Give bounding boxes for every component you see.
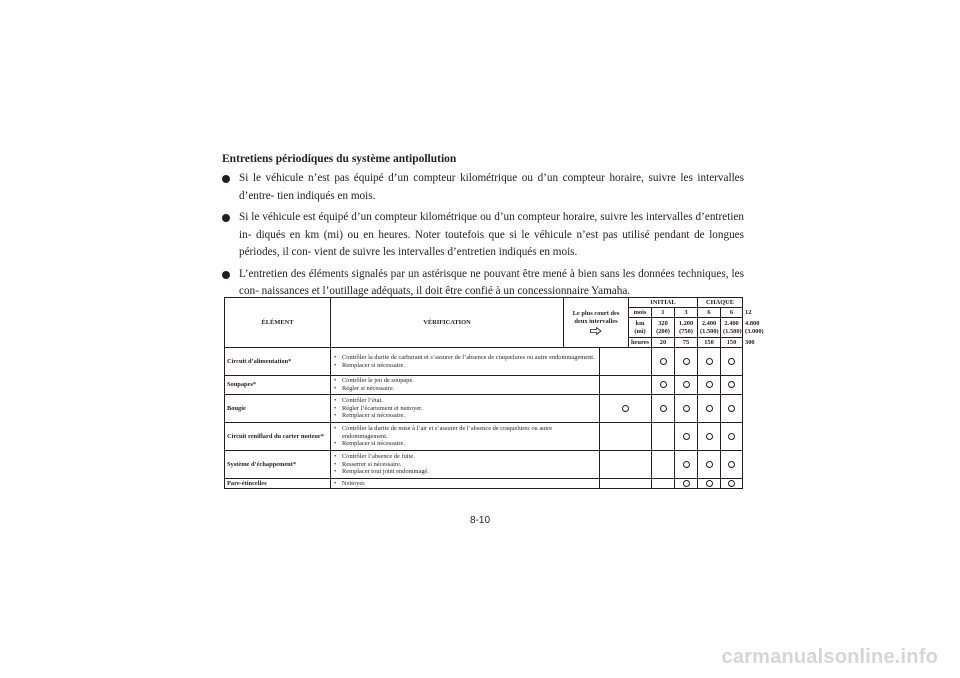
bullet-item <box>222 170 744 205</box>
bullet-dot-icon <box>222 214 230 222</box>
row-blank <box>600 479 652 489</box>
check-item: • Contrôler la durite de mise à l’air et s’assurer de l’absence de craquelures ou autre endommagement. <box>333 425 597 441</box>
mark-circle-icon <box>706 480 713 487</box>
table-row <box>225 395 743 423</box>
row-checks <box>331 395 600 423</box>
row-blank <box>600 423 652 451</box>
bullet-text: L’entretien des éléments signalés par un astérisque ne pouvant être mené à bien sans les données techniques, les con- naissances et l’outillage adéquats, il doit être confié à un concessionnaire Yamaha. <box>239 267 744 297</box>
bullet-dot-icon <box>222 271 230 279</box>
mark-cell <box>721 348 743 376</box>
mark-circle-icon <box>728 480 735 487</box>
mark-circle-icon <box>683 433 690 440</box>
interval-value: 150 <box>721 338 743 348</box>
mark-circle-icon <box>706 461 713 468</box>
interval-row-heures: heures 20 75 150 150 300 <box>225 338 743 348</box>
interval-unit: heures <box>629 338 652 348</box>
mark-circle-icon <box>683 480 690 487</box>
row-blank <box>600 348 652 376</box>
row-element: Système d’échappement* <box>225 451 331 479</box>
interval-value: 1.200 (750) <box>675 318 698 338</box>
interval-value: 3 <box>675 308 698 318</box>
header-chaque: CHAQUE <box>698 298 743 308</box>
mark-circle-icon <box>683 405 690 412</box>
header-initial: INITIAL <box>629 298 698 308</box>
row-blank <box>600 376 652 395</box>
check-item: • Contrôler l’état. <box>333 397 597 405</box>
mark-cell <box>721 451 743 479</box>
interval-unit: km (mi) <box>629 318 652 338</box>
mark-cell <box>721 376 743 395</box>
mark-circle-icon <box>660 381 667 388</box>
mark-circle-icon <box>706 381 713 388</box>
interval-value: 150 <box>698 338 721 348</box>
mark-cell <box>721 395 743 423</box>
mark-cell <box>721 423 743 451</box>
mark-circle-icon <box>728 381 735 388</box>
page-title: Entretiens périodiques du système antipollution <box>222 153 457 165</box>
mark-circle-icon <box>728 433 735 440</box>
mark-cell <box>675 451 698 479</box>
table-row <box>225 423 743 451</box>
bullet-item <box>222 209 744 262</box>
interval-value: 6 <box>721 308 743 318</box>
row-element: Soupapes* <box>225 376 331 395</box>
mark-cell <box>698 348 721 376</box>
interval-value: 6 <box>698 308 721 318</box>
check-item: • Régler si nécessaire. <box>333 385 597 393</box>
interval-value: 1 <box>652 308 675 318</box>
row-element: Circuit d’alimentation* <box>225 348 331 376</box>
arrow-right-icon <box>590 327 602 335</box>
maintenance-table <box>224 297 764 489</box>
bullet-item <box>222 266 744 301</box>
bullet-text: Si le véhicule est équipé d’un compteur kilométrique ou d’un compteur horaire, suivre les intervalles d’entretien in- diqués en km (mi) ou en heures. Noter toutefois que si le véhicule n’est pas utilisé pendant de longues périodes, il con- vient de suivre les intervalles d’entretien indiqués en mois. <box>239 211 744 258</box>
row-element: Pare-étincelles <box>225 479 331 489</box>
check-item: • Remplacer si nécessaire. <box>333 440 597 448</box>
header-element: ÉLÉMENT <box>225 298 331 348</box>
row-checks <box>331 348 600 376</box>
row-checks <box>331 451 600 479</box>
row-blank <box>652 423 675 451</box>
mark-circle-icon <box>683 358 690 365</box>
mark-circle-icon <box>683 461 690 468</box>
interval-row-mois: mois 1 3 6 6 12 <box>225 308 743 318</box>
mark-cell <box>675 395 698 423</box>
mark-circle-icon <box>728 461 735 468</box>
interval-value: 20 <box>652 338 675 348</box>
mark-cell <box>675 423 698 451</box>
mark-circle-icon <box>622 405 629 412</box>
mark-cell <box>721 479 743 489</box>
mark-cell <box>652 348 675 376</box>
mark-cell <box>652 376 675 395</box>
row-element: Circuit reniflard du carter moteur* <box>225 423 331 451</box>
mark-cell <box>698 479 721 489</box>
page-number: 8-10 <box>469 515 490 526</box>
row-element: Bougie <box>225 395 331 423</box>
interval-row-km: km (mi) 320 (200) 1.200 (750) 2.400 (1.500) 2.400 (1.500) 4.800 (3.000) <box>225 318 743 338</box>
mark-circle-icon <box>706 405 713 412</box>
check-item: • Contrôler l’absence de fuite. <box>333 453 597 461</box>
row-checks <box>331 376 600 395</box>
check-item: • Régler l’écartement et nettoyer. <box>333 405 597 413</box>
mark-circle-icon <box>660 405 667 412</box>
mark-cell <box>600 395 652 423</box>
header-verification: VÉRIFICATION <box>331 298 564 348</box>
mark-cell <box>652 395 675 423</box>
row-checks <box>331 479 600 489</box>
table-row <box>225 451 743 479</box>
interval-unit: mois <box>629 308 652 318</box>
watermark: carmanualsonline.info <box>721 646 938 668</box>
table-row <box>225 479 743 489</box>
header-shortest-text: Le plus court des deux intervalles <box>572 310 620 325</box>
mark-cell <box>675 348 698 376</box>
mark-cell <box>675 376 698 395</box>
interval-value: 2.400 (1.500) <box>721 318 743 338</box>
mark-circle-icon <box>728 405 735 412</box>
check-item: • Contrôler la durite de carburant et s’assurer de l’absence de craquelures ou autre endommagement. <box>333 354 597 362</box>
check-item: • Resserrer si nécessaire. <box>333 461 597 469</box>
bullet-text: Si le véhicule n’est pas équipé d’un compteur kilométrique ou d’un compteur horaire, suivre les intervalles d’entre- tien indiqués en mois. <box>239 172 744 202</box>
bullet-dot-icon <box>222 175 230 183</box>
table-row <box>225 376 743 395</box>
interval-value: 320 (200) <box>652 318 675 338</box>
table-row <box>225 348 743 376</box>
row-checks <box>331 423 600 451</box>
mark-circle-icon <box>728 358 735 365</box>
interval-value: 75 <box>675 338 698 348</box>
row-blank <box>600 451 652 479</box>
mark-circle-icon <box>660 358 667 365</box>
interval-value: 2.400 (1.500) <box>698 318 721 338</box>
mark-circle-icon <box>706 433 713 440</box>
mark-cell <box>698 451 721 479</box>
mark-cell <box>698 395 721 423</box>
row-blank <box>652 479 675 489</box>
check-item: • Nettoyer. <box>333 480 597 488</box>
check-item: • Remplacer si nécessaire. <box>333 412 597 420</box>
mark-cell <box>698 376 721 395</box>
check-item: • Contrôler le jeu de soupape. <box>333 377 597 385</box>
check-item: • Remplacer tout joint endommagé. <box>333 468 597 476</box>
header-shortest-interval <box>564 298 629 348</box>
check-item: • Remplacer si nécessaire. <box>333 362 597 370</box>
mark-circle-icon <box>683 381 690 388</box>
mark-cell <box>675 479 698 489</box>
mark-circle-icon <box>706 358 713 365</box>
mark-cell <box>698 423 721 451</box>
row-blank <box>652 451 675 479</box>
intro-bullet-list <box>222 170 744 305</box>
